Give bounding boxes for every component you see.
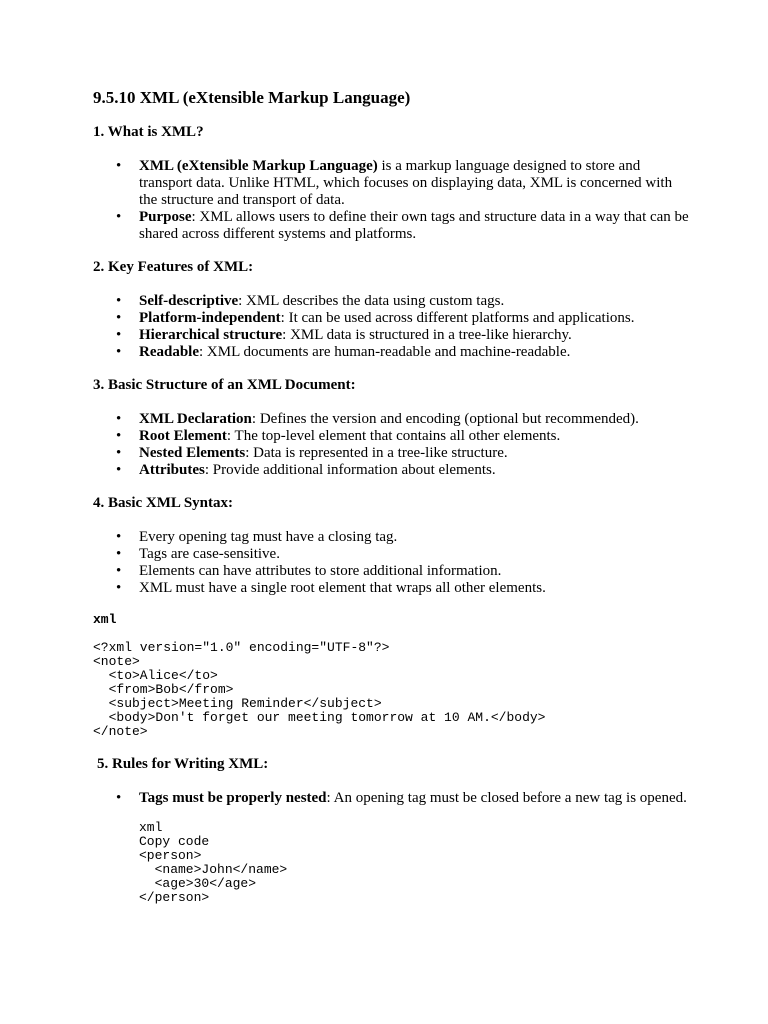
list-item [93,563,693,580]
code-language-label: xml [93,612,117,627]
term-bold: Platform-independent [139,310,281,326]
term-text: : XML data is structured in a tree-like hierarchy. [282,327,572,343]
list-item [93,790,693,807]
term-bold: Root Element [139,428,227,444]
term-text: : XML documents are human-readable and machine-readable. [199,344,571,360]
item-text: XML must have a single root element that wraps all other elements. [139,580,546,596]
list-item [93,428,693,445]
term-bold: Purpose [139,209,192,225]
section-4-list [93,529,693,597]
term-bold: XML Declaration [139,411,252,427]
term-bold: Nested Elements [139,445,246,461]
list-item [93,344,693,361]
term-text: : Defines the version and encoding (optional but recommended). [251,411,639,427]
list-item [93,462,693,479]
section-3-list [93,411,693,479]
term-bold: Attributes [139,462,205,478]
list-item [93,310,693,327]
list-item [93,546,693,563]
term-bold: Readable [139,344,199,360]
term-text: is a markup language designed to store and transport data. Unlike HTML, which focuses on displaying data, XML is concerned with the structure and transport of data. [139,158,673,208]
section-heading-5: 5. Rules for Writing XML: [97,756,269,772]
item-text: Every opening tag must have a closing tag. [139,529,398,545]
term-bold: Hierarchical structure [139,327,283,343]
section-5-list [93,790,693,807]
document-page [93,88,693,905]
list-item [93,158,693,209]
term-text: : XML allows users to define their own tags and structure data in a way that can be shared across different systems and platforms. [139,209,689,242]
nested-code-block: xml Copy code <person> <name>John</name> <age>30</age> </person> [139,820,288,905]
list-item [93,327,693,344]
term-text: : Data is represented in a tree-like structure. [245,445,508,461]
list-item [93,411,693,428]
section-1-list [93,158,693,243]
section-2-list [93,293,693,361]
list-item [93,293,693,310]
section-heading-4: 4. Basic XML Syntax: [93,495,234,511]
list-item [93,580,693,597]
list-item [93,529,693,546]
term-text: : Provide additional information about elements. [204,462,496,478]
list-item [93,445,693,462]
term-text: : An opening tag must be closed before a new tag is opened. [326,790,687,806]
xml-code-block: <?xml version="1.0" encoding="UTF-8"?> <note> <to>Alice</to> <from>Bob</from> <subject>Meeting Reminder</subject> <body>Don't forget our meeting tomorrow at 10 AM.</body> </note> [93,640,546,739]
item-text: Elements can have attributes to store additional information. [139,563,502,579]
term-text: : It can be used across different platforms and applications. [280,310,635,326]
item-text: Tags are case-sensitive. [139,546,280,562]
term-bold: Self-descriptive [139,293,239,309]
section-heading-3: 3. Basic Structure of an XML Document: [93,377,356,393]
section-heading-1: 1. What is XML? [93,124,204,140]
list-item [93,209,693,243]
term-bold: XML (eXtensible Markup Language) [139,158,378,174]
document-title: 9.5.10 XML (eXtensible Markup Language) [93,88,411,107]
term-bold: Tags must be properly nested [139,790,327,806]
section-heading-2: 2. Key Features of XML: [93,259,254,275]
term-text: : The top-level element that contains all other elements. [226,428,561,444]
term-text: : XML describes the data using custom tags. [238,293,505,309]
